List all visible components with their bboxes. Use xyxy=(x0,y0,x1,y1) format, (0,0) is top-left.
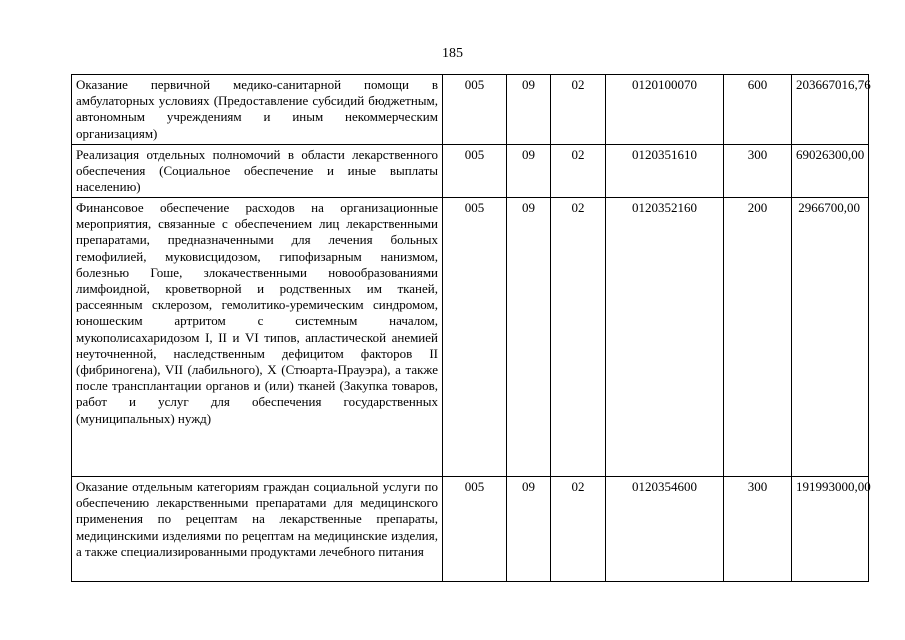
row-subsection-code: 02 xyxy=(551,198,606,477)
row-amount: 203667016,76 xyxy=(792,75,869,145)
row-description: Реализация отдельных полномочий в области лекарственного обеспечения (Социальное обеспечение и иные выплаты населению) xyxy=(72,145,443,198)
row-subsection-code: 02 xyxy=(551,477,606,582)
row-amount: 69026300,00 xyxy=(792,145,869,198)
row-target-article: 0120354600 xyxy=(606,477,724,582)
row-ministry-code: 005 xyxy=(443,145,507,198)
table-row xyxy=(72,198,869,477)
row-target-article: 0120352160 xyxy=(606,198,724,477)
row-description: Финансовое обеспечение расходов на организационные мероприятия, связанные с обеспечением лиц лекарственными препаратами, предназначенными для лечения больных гемофилией, муковисцидозом, гипофизарным нанизмом, болезнью Гоше, злокачественными новообразованиями лимфоидной, кроветворной и родственных им тканей, рассеянным склерозом, гемолитико-уремическим синдромом, юношеским артритом с системным началом, мукополисахаридозом I, II и VI типов, апластической анемией неуточненной, наследственным дефицитом факторов II (фибриногена), VII (лабильного), X (Стюарта-Прауэра), а также после трансплантации органов и (или) тканей (Закупка товаров, работ и услуг для обеспечения государственных (муниципальных) нужд) xyxy=(72,198,443,477)
row-ministry-code: 005 xyxy=(443,477,507,582)
row-section-code: 09 xyxy=(507,145,551,198)
budget-table xyxy=(71,74,869,582)
row-description: Оказание первичной медико-санитарной помощи в амбулаторных условиях (Предоставление субсидий бюджетным, автономным учреждениям и иным некоммерческим организациям) xyxy=(72,75,443,145)
row-ministry-code: 005 xyxy=(443,75,507,145)
row-description: Оказание отдельным категориям граждан социальной услуги по обеспечению лекарственными препаратами для медицинского применения по рецептам на лекарственные препараты, медицинскими изделиями по рецептам на медицинские изделия, а также специализированными продуктами лечебного питания xyxy=(72,477,443,582)
row-section-code: 09 xyxy=(507,198,551,477)
row-section-code: 09 xyxy=(507,477,551,582)
row-expense-type: 300 xyxy=(724,145,792,198)
row-subsection-code: 02 xyxy=(551,75,606,145)
table-body xyxy=(72,75,869,582)
table-row xyxy=(72,75,869,145)
row-ministry-code: 005 xyxy=(443,198,507,477)
row-expense-type: 600 xyxy=(724,75,792,145)
row-subsection-code: 02 xyxy=(551,145,606,198)
row-target-article: 0120100070 xyxy=(606,75,724,145)
table-row xyxy=(72,145,869,198)
row-expense-type: 200 xyxy=(724,198,792,477)
row-amount: 2966700,00 xyxy=(792,198,869,477)
row-expense-type: 300 xyxy=(724,477,792,582)
row-section-code: 09 xyxy=(507,75,551,145)
page-number: 185 xyxy=(442,46,463,61)
row-target-article: 0120351610 xyxy=(606,145,724,198)
row-amount: 191993000,00 xyxy=(792,477,869,582)
table-row xyxy=(72,477,869,582)
